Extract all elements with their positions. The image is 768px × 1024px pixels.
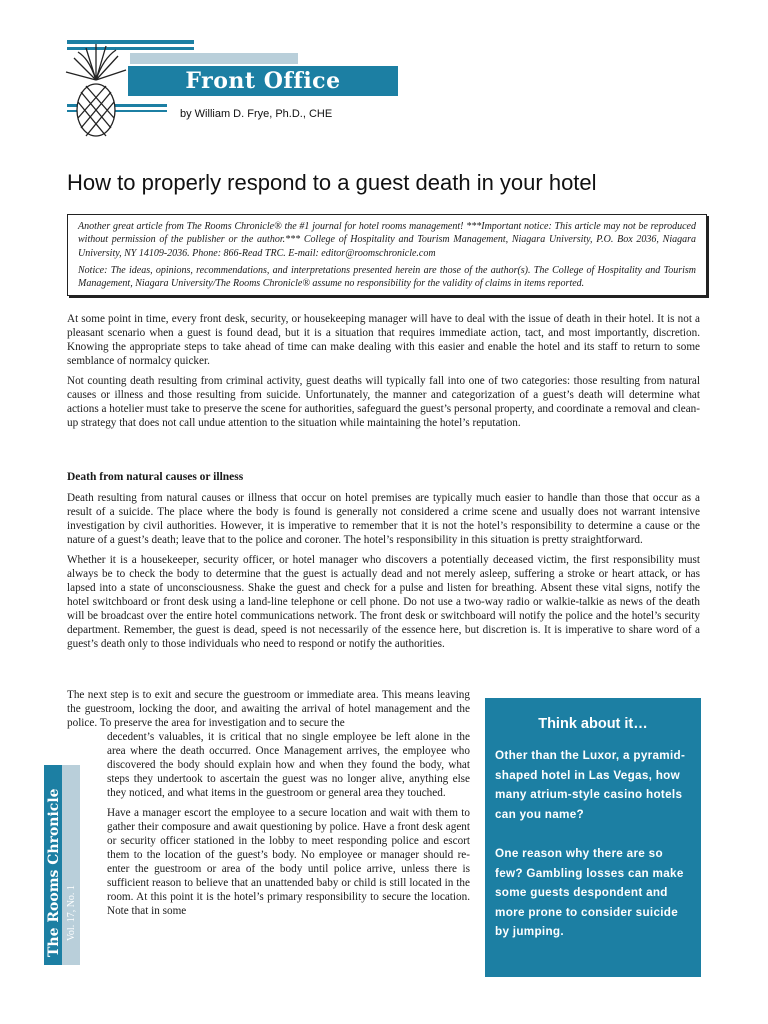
intro-section (67, 312, 700, 436)
callout-heading: Think about it… (538, 716, 648, 732)
publication-name: The Rooms Chronicle (46, 788, 62, 957)
callout-question: Other than the Luxor, a pyramid-shaped hotel in Las Vegas, how many atrium-style casino hotels can you name? (495, 749, 686, 821)
publication-masthead (44, 765, 80, 965)
notice-copyright: Another great article from The Rooms Chronicle® the #1 journal for hotel rooms management! ***Important notice: This article may not be reproduced without permission of the publisher or the author.*** College of Hospitality and Tourism Management, Niagara University, P.O. Box 2036, Niagara University, NY 14109-2036. Phone: 866-Read TRC. E-mail: editor@roomschronicle.com (78, 221, 696, 259)
section-banner: Front Office (128, 66, 398, 96)
next-step-paragraph-top: The next step is to exit and secure the guestroom or immediate area. This means leaving the guestroom, locking the door, and awaiting the arrival of hotel management and the police. To preserve the area for investigation and to secure the (67, 689, 470, 729)
pineapple-logo-icon (56, 40, 136, 140)
article-title: How to properly respond to a guest death in your hotel (67, 170, 597, 195)
notice-box (67, 214, 707, 296)
natural-paragraph-1: Death resulting from natural causes or illness that occur on hotel premises are typically much easier to handle than those that occur as a result of a suicide. The place where the body is found is generally not considered a crime scene and usually does not warrant intensive investigation by civil authorities. However, it is imperative to remember that it is not the hotel’s responsibility to determine a cause or the nature of a guest’s death; leave that to the police and coroner. The hotel’s responsibility in this situation is pretty straightforward. (67, 492, 700, 546)
volume-number: Vol. 17, No. 1 (66, 885, 77, 941)
intro-paragraph-1: At some point in time, every front desk, security, or housekeeping manager will have to deal with the issue of death in their hotel. It is not a pleasant scenario when a guest is found dead, but it is a situation that requires immediate action, tact, and most importantly, discretion. Knowing the appropriate steps to take ahead of time can make dealing with this easier and enable the hotel and its staff to return to some semblance of normalcy quicker. (67, 313, 700, 367)
publication-sidebar (44, 765, 80, 965)
header-shade-bar (130, 53, 298, 64)
notice-disclaimer: Notice: The ideas, opinions, recommendations, and interpretations presented herein are those of the author(s). The College of Hospitality and Tourism Management, Niagara University/The Rooms Chronicle® assume no responsibility for the validity of claims in items reported. (78, 264, 696, 290)
byline: by William D. Frye, Ph.D., CHE (180, 108, 333, 120)
section-heading: Death from natural causes or illness (67, 471, 244, 483)
callout-answer: One reason why there are so few? Gambling losses can make some guests despondent and more prone to consider suicide by jumping. (495, 847, 684, 938)
next-step-paragraph-rest: decedent’s valuables, it is critical that no single employee be left alone in the area where the death occurred. Once Management arrives, the employee who discovered the body should explain how and when they found the body, what steps they undertook to ascertain the guest was no longer alive, anything else they noticed, and what items in the guestroom or general area they touched. (107, 731, 470, 799)
natural-paragraph-2: Whether it is a housekeeper, security officer, or hotel manager who discovers a potentially deceased victim, the first responsibility must always be to check the body to determine that the guest is actually dead and not merely asleep, suffering a stroke or heart attack, or has lapsed into a state of unconsciousness. Shake the guest and check for a pulse and listen for breathing. Absent these vital signs, notify the hotel switchboard or front desk using a land-line telephone or cell phone. Do not use a two-way radio or walkie-talkie as news of the death will be broadcast over the entire hotel communications network. The front desk or switchboard will notify the police and the hotel’s security department. Remember, the guest is dead, speed is not necessarily of the essence here, but discretion is. It is imperative to share word of a guest’s death only to those individuals who need to respond or notify the authorities. (67, 554, 700, 650)
intro-paragraph-2: Not counting death resulting from criminal activity, guest deaths will typically fall into one of two categories: those resulting from natural causes or illness and those resulting from suicide. Unfortunately, the manner and categorization of a guest’s death will determine what actions a hotelier must take to preserve the scene for authorities, safeguard the guest’s personal property, and coordinate a removal and clean-up strategy that does not call undue attention to the situation while maintaining the hotel’s reputation. (67, 375, 700, 429)
escort-paragraph: Have a manager escort the employee to a secure location and wait with them to gather their composure and await questioning by police. Have a front desk agent or security officer stationed in the lobby to meet responding police and escort them to the location of the guest’s body. No employee or manager should re-enter the guestroom or area of the body until police arrive, unless there is sufficient reason to believe that an unattended baby or child is still located in the room. At this point it is the hotel’s primary responsibility to secure the location. Note that in some (107, 807, 470, 917)
natural-causes-section (67, 491, 700, 657)
left-column-continued (107, 730, 470, 924)
think-about-it-callout (485, 698, 701, 977)
